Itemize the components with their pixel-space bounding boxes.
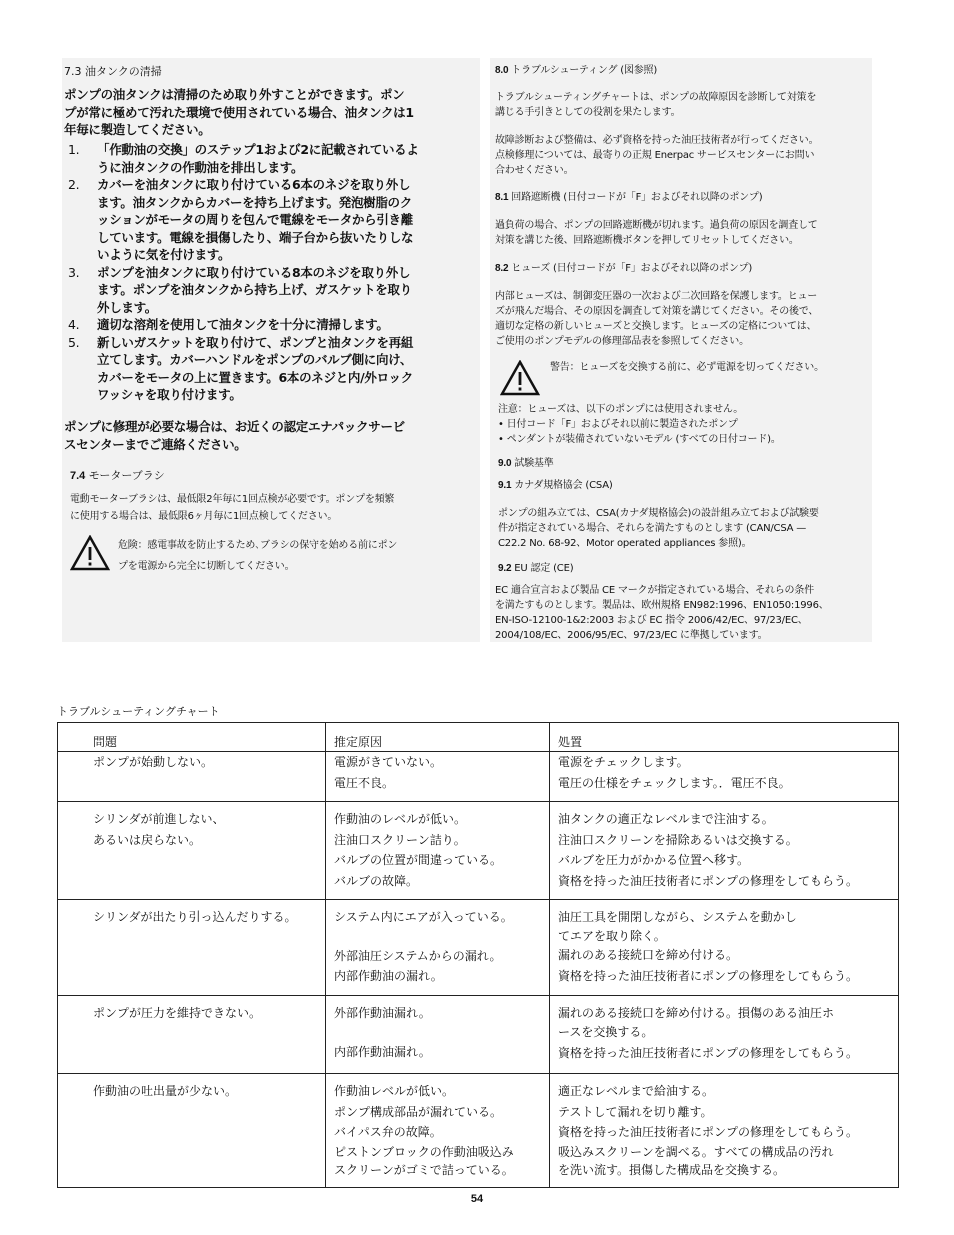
text-line: シリンダが出たり引っ込んだりする。 <box>93 910 297 924</box>
step-number: 5. <box>68 334 80 350</box>
section-8-1-heading <box>495 190 762 205</box>
text-line: 資格を持った油圧技術者にポンプの修理をしてもらう。 <box>558 1125 859 1139</box>
text-line: ます。油タンクからカバーを持ち上げます。発泡樹脂のク <box>97 194 412 210</box>
action-cell <box>550 802 899 900</box>
section-8-0-heading <box>495 63 657 78</box>
section-number: 8.1 <box>495 192 509 203</box>
section-number: 9.1 <box>498 480 512 491</box>
step-number: 1. <box>68 142 80 157</box>
section-title: ヒューズ (日付コードが「F」およびそれ以降のポンプ) <box>511 263 753 274</box>
text-line: 資格を持った油圧技術者にポンプの修理をしてもらう。 <box>558 969 859 983</box>
section-number: 8.0 <box>495 65 509 76</box>
text-line: 電圧の仕様をチェックします。．電圧不良。 <box>558 775 791 790</box>
section-title: EU 認定 (CE) <box>514 563 574 574</box>
text-line: うに油タンクの作動油を排出します。 <box>97 159 304 175</box>
cause-cell <box>326 802 550 900</box>
text-line: 点検修理については、最寄りの正規 Enerpac サービスセンターにお問い <box>495 150 815 161</box>
section-title: カナダ規格協会 (CSA) <box>514 480 613 491</box>
text-line: 内部作動油の漏れ。 <box>334 969 443 983</box>
table-row <box>58 996 899 1074</box>
section-8-1-body <box>495 218 818 248</box>
text-line: 外します。 <box>97 299 158 315</box>
section-8-0-body <box>495 90 816 120</box>
text-line: 危険：感電事故を防止するため､ブラシの保守を始める前にポン <box>118 540 398 551</box>
text-line: 講じる手引きとしての役割を果たします。 <box>495 107 681 118</box>
text-line: カバーをモータの上に置きます。6本のネジと内/外ロック <box>97 369 413 385</box>
text-line: 注油口スクリーン詰り。 <box>334 832 466 847</box>
section-7-3-intro <box>64 86 414 139</box>
table-row <box>58 1074 899 1188</box>
text-line: スセンターまでご連絡ください。 <box>64 436 247 452</box>
text-line: 油圧工具を開閉しながら、システムを動かし <box>558 910 797 924</box>
text-line: 「作動油の交換」のステップ1および2に記載されているよ <box>97 142 419 157</box>
text-line: 適切な溶剤を使用して油タンクを十分に清掃します。 <box>97 317 389 332</box>
section-title: モーターブラシ <box>88 469 165 482</box>
text-line: 作動油の吐出量が少ない。 <box>93 1084 238 1098</box>
text-line: 内部ヒューズは、制御変圧器の一次および二次回路を保護します。ヒュー <box>495 291 818 302</box>
text-line: てエアを取り除く。 <box>558 929 666 943</box>
section-9-2-heading <box>498 561 573 576</box>
step-item <box>64 176 419 264</box>
text-line: ピストンブロックの作動油吸込み <box>334 1144 514 1159</box>
text-line: 作動油のレベルが低い。 <box>334 812 467 826</box>
step-number: 2. <box>68 177 80 192</box>
text-line: ポンプの組み立ては、CSA(カナダ規格協会)の設計組み立ておよび試験要 <box>498 508 819 519</box>
action-cell <box>550 1074 899 1188</box>
text-line: 故障診断および整備は、必ず資格を持った油圧技術者が行ってください。 <box>495 135 819 146</box>
fuse-warning <box>500 360 824 396</box>
text-line: プを電源から完全に切断してください。 <box>118 561 295 572</box>
text-line: ポンプ構成部品が漏れている。 <box>334 1104 503 1119</box>
text-line: EC 適合宣言および製品 CE マークが指定されている場合、それらの条件 <box>495 585 814 596</box>
text-line: 油タンクの適正なレベルまで注油する。 <box>558 812 774 826</box>
section-number: 9.2 <box>498 563 512 574</box>
text-line: しています。電線を損傷したり、端子台から抜いたりしな <box>97 229 414 245</box>
text-line: ご使用のポンプモデルの修理部品表を参照してください。 <box>495 336 749 347</box>
page-number: 54 <box>470 1193 484 1205</box>
steps-list <box>64 141 419 404</box>
text-line: 注意：ヒューズは、以下のポンプには使用されません。 <box>498 404 744 415</box>
text-line: あるいは戻らない。 <box>93 832 202 847</box>
section-7-3-outro <box>64 418 405 453</box>
text-line: 漏れのある接続口を締め付ける。 <box>558 948 739 962</box>
spacer <box>334 928 543 946</box>
section-number: 7.4 <box>70 470 86 482</box>
text-line: 外部油圧システムからの漏れ。 <box>334 948 502 963</box>
spacer <box>334 1024 543 1042</box>
text-line: 合わせください。 <box>495 165 574 176</box>
text-line: 過負荷の場合、ポンプの回路遮断機が切れます。過負荷の原因を調査して <box>495 220 818 231</box>
action-cell <box>550 900 899 996</box>
cause-cell <box>326 900 550 996</box>
section-7-4-heading <box>70 467 165 485</box>
text-line: テストして漏れを切り離す。 <box>558 1104 713 1119</box>
text-line: 2004/108/EC、2006/95/EC、97/23/EC に準拠しています。 <box>495 630 768 641</box>
text-line: バイパス弁の故障。 <box>334 1125 442 1139</box>
text-line: 適正なレベルまで給油する。 <box>558 1084 715 1098</box>
text-line: 外部作動油漏れ。 <box>334 1006 431 1020</box>
step-number: 3. <box>68 264 80 280</box>
text-line: 資格を持った油圧技術者にポンプの修理をしてもらう。 <box>558 873 859 888</box>
column-header-cause: 推定原因 <box>326 723 550 752</box>
table-row <box>58 900 899 996</box>
note-block <box>498 402 781 447</box>
action-cell <box>550 996 899 1074</box>
text-line: プが常に極めて汚れた環境で使用されている場合、油タンクは1 <box>64 104 414 120</box>
text-line: バルブの位置が間違っている。 <box>334 853 503 867</box>
section-title: トラブルシューティング (図参照) <box>511 65 658 76</box>
problem-cell <box>58 996 326 1074</box>
text-line: を洗い流す。損傷した構成品を交換する。 <box>558 1162 786 1177</box>
text-line: 電動モーターブラシは、最低限2年毎に1回点検が必要です。ポンプを頻繁 <box>70 494 395 505</box>
section-8-2-body <box>495 289 818 349</box>
step-item <box>64 316 419 334</box>
table-header-row <box>58 723 899 752</box>
text-line: 新しいガスケットを取り付けて、ポンプと油タンクを再組 <box>97 334 414 350</box>
problem-cell <box>58 900 326 996</box>
text-line: 対策を講じた後、回路遮断機ボタンを押してリセットしてください。 <box>495 235 799 246</box>
table-row <box>58 752 899 802</box>
section-8-0-body-2 <box>495 133 818 178</box>
text-line: トラブルシューティングチャートは、ポンプの故障原因を診断して対策を <box>495 92 817 103</box>
section-9-1-heading <box>498 478 613 493</box>
text-line: バルブを圧力がかかる位置へ移す。 <box>558 853 750 867</box>
section-title: 回路遮断機 (日付コードが「F」およびそれ以降のポンプ) <box>511 192 763 203</box>
text-line: システム内にエアが入っている。 <box>334 910 513 924</box>
action-cell <box>550 752 899 802</box>
text-line: 電源がきていない。 <box>334 755 443 769</box>
text-line: ポンプを油タンクに取り付けている8本のネジを取り外し <box>97 264 411 280</box>
step-item <box>64 334 419 404</box>
text-line: を満たすものとします。製品は、欧州規格 EN982:1996、EN1050:1996、 <box>495 600 829 611</box>
text-line: 吸込みスクリーンを調べる。すべての構成品の汚れ <box>558 1144 834 1159</box>
column-header-problem: 問題 <box>58 723 326 752</box>
text-line: ズが飛んだ場合、その原因を調査して対策を講じてください。その後で、 <box>495 306 819 317</box>
text-line: ポンプの油タンクは清掃のため取り外すことができます。ポン <box>64 87 405 102</box>
section-7-4-body <box>70 491 394 525</box>
step-item <box>64 264 419 317</box>
text-line: ポンプに修理が必要な場合は、お近くの認定エナパックサービ <box>64 419 405 434</box>
text-line: 立てします。カバーハンドルをポンプのバルブ側に向け、 <box>97 352 413 367</box>
text-line: バルブの故障。 <box>334 873 419 888</box>
step-item <box>64 141 419 176</box>
section-title: 試験基準 <box>514 458 554 469</box>
troubleshooting-table <box>57 722 899 1188</box>
section-8-2-heading <box>495 261 752 276</box>
problem-cell <box>58 1074 326 1188</box>
text-line: に使用する場合は、最低限6ヶ月毎に1回点検してください。 <box>70 511 338 522</box>
problem-cell <box>58 802 326 900</box>
text-line: 漏れのある接続口を締め付ける。損傷のある油圧ホ <box>558 1006 835 1020</box>
text-line: スクリーンがゴミで詰っている。 <box>334 1162 514 1177</box>
cause-cell <box>326 752 550 802</box>
section-7-3-heading: 7.3 油タンクの清掃 <box>64 65 162 78</box>
text-line: 適切な定格の新しいヒューズと交換します。ヒューズの定格については、 <box>495 321 817 332</box>
warning-triangle-icon <box>70 535 110 571</box>
section-number: 9.0 <box>498 458 512 469</box>
table-row <box>58 802 899 900</box>
text-line: 電源をチェックします。 <box>558 755 689 769</box>
text-line: 件が指定されている場合、それらを満たすものとします (CAN/CSA — <box>498 523 807 534</box>
text-line: 年毎に製造してください。 <box>64 122 211 137</box>
text-line: C22.2 No. 68-92、Motor operated appliances 参照)。 <box>498 538 752 549</box>
text-line: 注油口スクリーンを掃除あるいは交換する。 <box>558 832 798 847</box>
text-line: • ペンダントが装備されていないモデル (すべての日付コード)。 <box>498 434 781 445</box>
text-line: ポンプが圧力を維持できない。 <box>93 1006 262 1020</box>
section-9-0-heading <box>498 456 554 471</box>
text-line: ポンプが始動しない。 <box>93 755 214 769</box>
cause-cell <box>326 996 550 1074</box>
text-line: EN-ISO-12100-1&2:2003 および EC 指令 2006/42/EC、97/23/EC、 <box>495 615 808 626</box>
troubleshooting-chart-title: トラブルシューティングチャート <box>57 705 220 718</box>
column-header-action: 処置 <box>550 723 899 752</box>
problem-cell <box>58 752 326 802</box>
text-line: 内部作動油漏れ。 <box>334 1044 431 1059</box>
text-line: 作動油レベルが低い。 <box>334 1084 455 1098</box>
section-9-2-body <box>495 583 829 643</box>
text-line: 電圧不良。 <box>334 775 395 790</box>
text-line: 警告：ヒューズを交換する前に、必ず電源を切ってください。 <box>550 362 824 373</box>
text-line: ッションがモータの周りを包んで電線をモータから引き離 <box>97 212 413 227</box>
text-line: 資格を持った油圧技術者にポンプの修理をしてもらう。 <box>558 1046 859 1060</box>
text-line: カバーを油タンクに取り付けている6本のネジを取り外し <box>97 177 411 192</box>
step-number: 4. <box>68 317 80 332</box>
warning-triangle-icon <box>500 360 540 396</box>
danger-warning <box>70 535 397 577</box>
text-line: シリンダが前進しない、 <box>93 812 225 826</box>
cause-cell <box>326 1074 550 1188</box>
text-line: ワッシャを取り付けます。 <box>97 387 242 402</box>
text-line: ます。ポンプを油タンクから持ち上げ、ガスケットを取り <box>97 282 412 297</box>
section-9-1-body <box>498 506 819 551</box>
section-number: 8.2 <box>495 263 509 274</box>
text-line: • 日付コード「F」およびそれ以前に製造されたポンプ <box>498 419 738 430</box>
text-line: いように気を付けます。 <box>97 247 231 262</box>
text-line: ースを交換する。 <box>558 1025 654 1039</box>
